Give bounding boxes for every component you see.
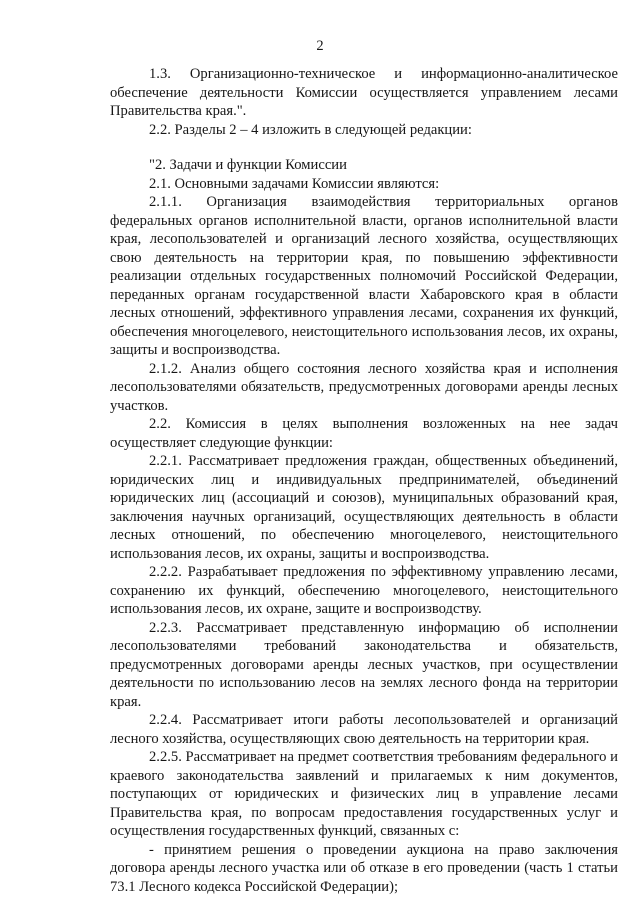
section-heading: "2. Задачи и функции Комиссии: [149, 157, 347, 173]
paragraph-2-2-5: 2.2.5. Рассматривает на предмет соответствия требованиям федерального и краевого законодательства заявлений и прилагаемых к ним документов, поступающих от юридических и физических лиц в управление лесами Правительства края, по вопросам предоставления государственных услуг и осуществления государственных функций, связанных с:: [110, 749, 618, 839]
paragraph-2-1-1: 2.1.1. Организация взаимодействия территориальных органов федеральных органов исполнительной власти, органов исполнительной власти края, лесопользователей и организаций лесного хозяйства, осуществляющих свою деятельность на территории края, по повышению эффективности реализации отдельных государственных полномочий Российской Федерации, переданных органам государственной власти Хабаровского края в области лесных отношений, эффективного управления лесами, сохранения их функций, обеспечения многоцелевого, неистощительного использования лесов, их охраны, защиты и воспроизводства.: [110, 194, 618, 358]
document-body: [110, 65, 618, 896]
paragraph-2-1: 2.1. Основными задачами Комиссии являются:: [149, 175, 440, 192]
list-item-auction-decision: - принятием решения о проведении аукциона на право заключения договора аренды лесного участка или об отказе в его проведении (часть 1 статьи 73.1 Лесного кодекса Российской Федерации);: [110, 841, 618, 895]
page-number: 2: [316, 38, 324, 54]
paragraph-2-2-1: 2.2.1. Рассматривает предложения граждан, общественных объединений, юридических лиц и индивидуальных предпринимателей, объединений юридических лиц (ассоциаций и союзов), муниципальных образований края, заключения научных организаций, осуществляющих деятельность в области лесных отношений, по обеспечению многоцелевого, неистощительного использования лесов, их охраны, защиты и воспроизводства.: [110, 453, 618, 562]
paragraph-2-2-2: 2.2.2. Разрабатывает предложения по эффективному управлению лесами, сохранению их функций, обеспечению многоцелевого, неистощительного использования лесов, их охране, защите и воспроизводству.: [110, 564, 618, 617]
paragraph-2-2-3: 2.2.3. Рассматривает представленную информацию об исполнении лесопользователями требований законодательства и обязательств, предусмотренных договорами аренды лесных участков, при осуществлении деятельности по использованию лесов на землях лесного фонда на территории края.: [110, 619, 618, 710]
paragraph-2-2: 2.2. Комиссия в целях выполнения возложенных на нее задач осуществляет следующие функции:: [110, 416, 618, 451]
paragraph-1-3: 1.3. Организационно-техническое и информационно-аналитическое обеспечение деятельности Комиссии осуществляется управлением лесами Правительства края.".: [110, 66, 618, 119]
paragraph-2-2-amendment: 2.2. Разделы 2 – 4 изложить в следующей редакции:: [149, 121, 472, 138]
paragraph-2-1-2: 2.1.2. Анализ общего состояния лесного хозяйства края и исполнения лесопользователями обязательств, предусмотренных договорами аренды лесных участков.: [110, 360, 618, 414]
paragraph-2-2-4: 2.2.4. Рассматривает итоги работы лесопользователей и организаций лесного хозяйства, осуществляющих свою деятельность на территории края.: [110, 712, 618, 747]
